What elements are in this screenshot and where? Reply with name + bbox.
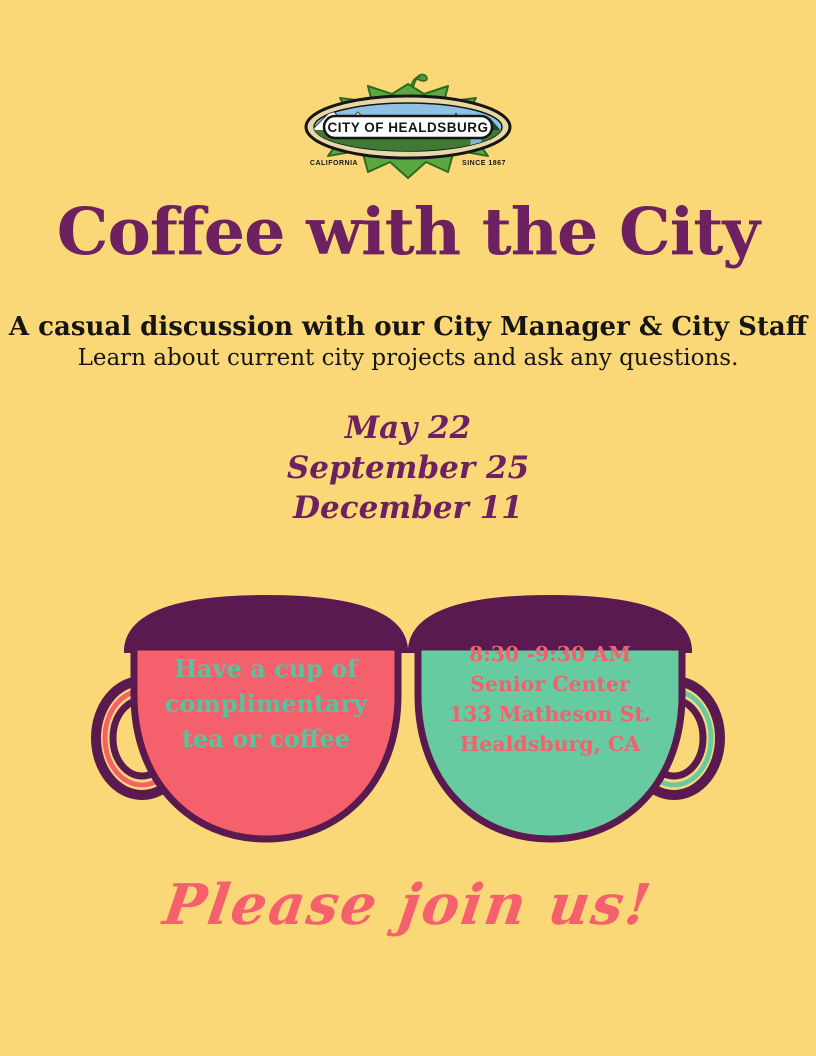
logo-california-text: CALIFORNIA xyxy=(309,160,359,167)
right-cup-line: Senior Center xyxy=(470,672,630,696)
right-cup-text xyxy=(418,639,682,759)
date-item: September 25 xyxy=(286,450,530,486)
subtitle-regular: Learn about current city projects and ask any questions. xyxy=(77,345,739,371)
footer-script-wrap xyxy=(0,872,816,938)
right-cup-line: 133 Matheson St. xyxy=(449,702,651,726)
footer-script-text: Please join us! xyxy=(159,872,657,938)
right-cup-line: Healdsburg, CA xyxy=(459,732,641,756)
left-cup-line: tea or coffee xyxy=(181,724,351,753)
city-logo xyxy=(298,68,518,192)
subtitle-bold: A casual discussion with our City Manager & City Staff xyxy=(8,312,808,342)
logo-seal xyxy=(306,96,510,167)
date-item: December 11 xyxy=(293,490,523,526)
left-cup xyxy=(88,583,418,853)
page-title: Coffee with the City xyxy=(56,194,760,270)
left-cup-line: complimentary xyxy=(164,689,368,718)
left-cup-text xyxy=(134,651,398,756)
right-cup xyxy=(398,583,728,853)
logo-org-text: CITY OF HEALDSBURG xyxy=(327,120,489,135)
city-logo-graphic xyxy=(298,68,518,192)
right-cup-line: 8:30 -9:30 AM xyxy=(468,642,632,666)
date-item: May 22 xyxy=(344,410,472,446)
logo-since-text: SINCE 1867 xyxy=(462,160,506,167)
event-dates xyxy=(0,408,816,528)
left-cup-line: Have a cup of xyxy=(174,654,358,683)
